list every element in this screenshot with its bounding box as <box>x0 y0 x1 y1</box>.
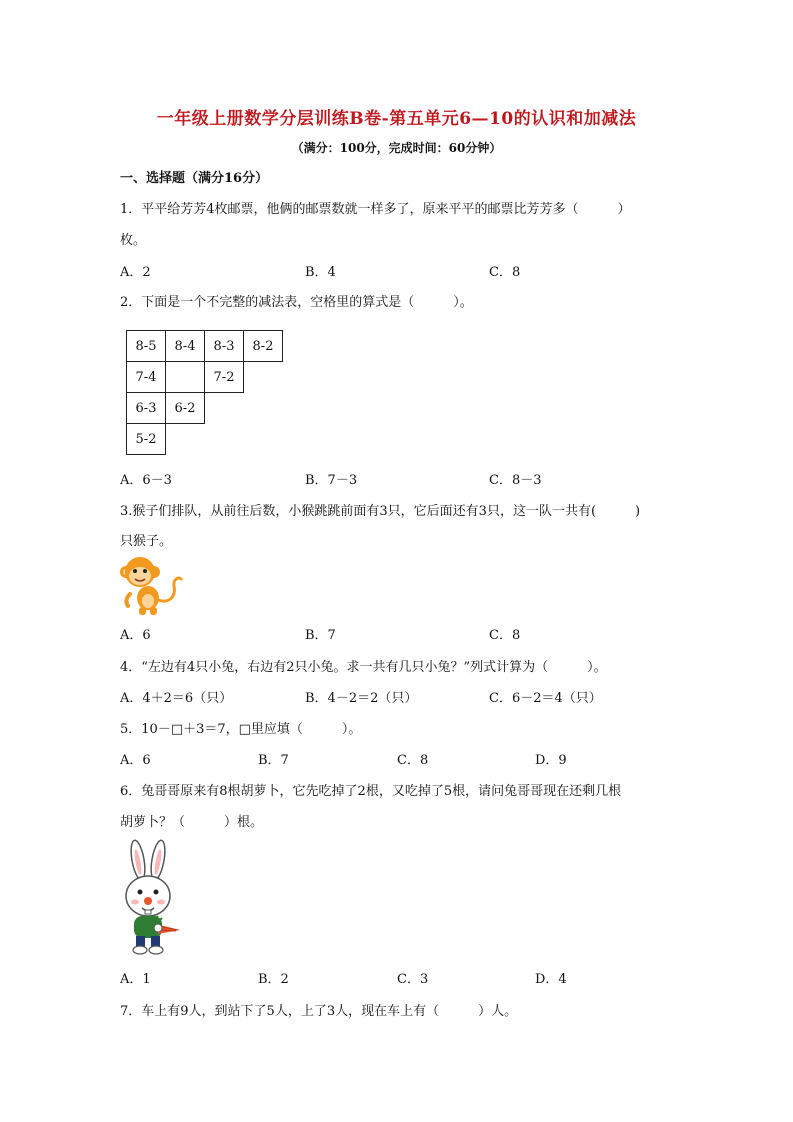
q4-option-a: A．4＋2＝6（只） <box>120 691 233 706</box>
q3-option-b: B．7 <box>305 628 336 643</box>
table-cell: 7-2 <box>205 362 244 393</box>
question-6-line2: 胡萝卜？（ ）根。 <box>120 815 264 830</box>
question-6-line1: 6．兔哥哥原来有8根胡萝卜，它先吃掉了2根，又吃掉了5根，请问兔哥哥现在还剩几根 <box>120 784 622 799</box>
question-3-line1: 3.猴子们排队，从前往后数，小猴跳跳前面有3只，它后面还有3只，这一队一共有( ) <box>120 504 641 519</box>
table-spacer <box>166 424 205 455</box>
q3-option-a: A．6 <box>120 628 151 643</box>
page-subtitle: （满分：100分，完成时间：60分钟） <box>291 141 502 155</box>
q6-option-c: C．3 <box>397 972 429 987</box>
rabbit-picture <box>118 838 190 958</box>
table-cell: 8-2 <box>244 331 283 362</box>
q5-option-b: B．7 <box>258 753 289 768</box>
q1-option-c: C．8 <box>489 265 521 280</box>
q1-option-b: B．4 <box>305 265 336 280</box>
monkey-picture <box>118 554 184 616</box>
table-cell: 7-4 <box>127 362 166 393</box>
question-1-line2: 枚。 <box>120 233 147 248</box>
table-cell: 6-2 <box>166 393 205 424</box>
table-cell: 5-2 <box>127 424 166 455</box>
q6-option-b: B．2 <box>258 972 289 987</box>
question-5-text: 5．10－□＋3＝7，□里应填（ ）。 <box>120 722 362 737</box>
q5-option-c: C．8 <box>397 753 429 768</box>
page-title: 一年级上册数学分层训练B卷-第五单元6—10的认识和加减法 <box>156 109 637 129</box>
table-spacer <box>205 424 244 455</box>
question-7-text: 7．车上有9人，到站下了5人，上了3人，现在车上有（ ）人。 <box>120 1004 518 1019</box>
q1-option-a: A．2 <box>120 265 151 280</box>
q3-option-c: C．8 <box>489 628 521 643</box>
q2-option-c: C．8－3 <box>489 473 542 488</box>
question-1-line1: 1．平平给芳芳4枚邮票，他俩的邮票数就一样多了，原来平平的邮票比芳芳多（ ） <box>120 202 631 217</box>
table-cell: 6-3 <box>127 393 166 424</box>
table-spacer <box>244 362 283 393</box>
q2-option-a: A．6－3 <box>120 473 172 488</box>
question-4-text: 4．“左边有4只小兔，右边有2只小兔。求一共有几只小兔？”列式计算为（ ）。 <box>120 660 607 675</box>
q6-option-a: A．1 <box>120 972 151 987</box>
q6-option-d: D．4 <box>535 972 567 987</box>
table-spacer <box>244 424 283 455</box>
question-2-text: 2．下面是一个不完整的减法表，空格里的算式是（ ）。 <box>120 295 473 310</box>
q4-option-b: B．4－2＝2（只） <box>305 691 418 706</box>
subtraction-table <box>126 330 283 455</box>
table-cell: 8-3 <box>205 331 244 362</box>
table-cell: 8-5 <box>127 331 166 362</box>
q5-option-d: D．9 <box>535 753 567 768</box>
table-spacer <box>205 393 244 424</box>
table-cell: 8-4 <box>166 331 205 362</box>
table-spacer <box>244 393 283 424</box>
q2-option-b: B．7－3 <box>305 473 358 488</box>
question-3-line2: 只猴子。 <box>120 534 173 549</box>
table-cell-blank <box>166 362 205 393</box>
q5-option-a: A．6 <box>120 753 151 768</box>
section-heading: 一、选择题（满分16分） <box>120 171 269 186</box>
q4-option-c: C．6－2＝4（只） <box>489 691 602 706</box>
